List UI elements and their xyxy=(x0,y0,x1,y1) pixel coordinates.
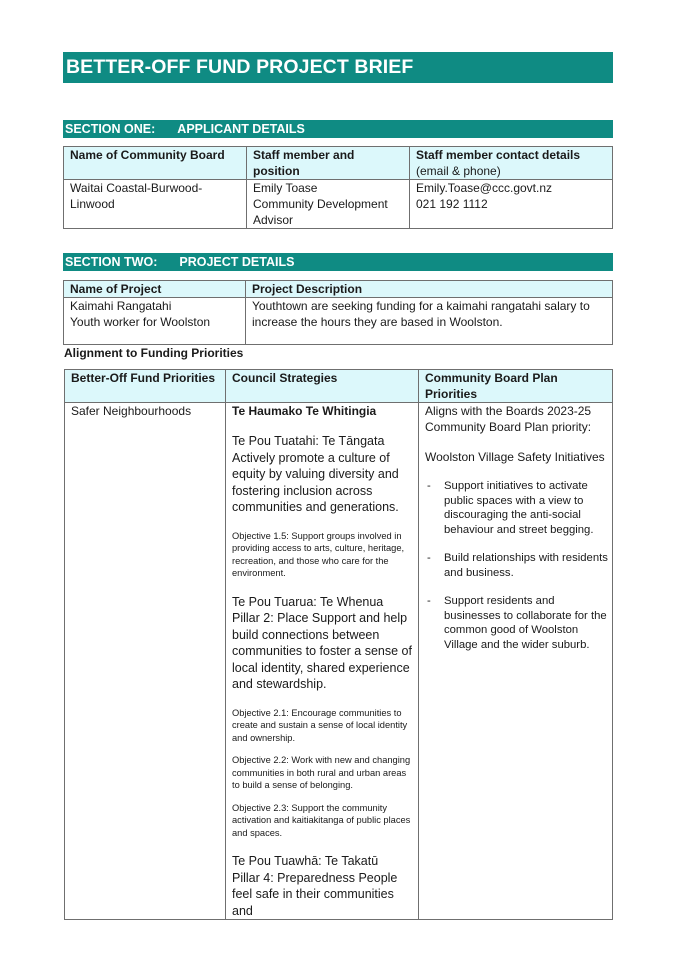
project-name-line1: Kaimahi Rangatahi xyxy=(70,299,172,313)
council-strategies-cell xyxy=(226,403,419,920)
header-project-name: Name of Project xyxy=(64,281,246,298)
objective-2-1: Objective 2.1: Encourage communities to create and sustain a sense of local identity and ownership. xyxy=(232,707,408,743)
pou4-title: Te Pou Tuawhā: Te Takatū xyxy=(232,854,379,868)
pou1-text: Actively promote a culture of equity by valuing diversity and fostering inclusion across communities and generations. xyxy=(232,450,399,514)
pou4-text: Pillar 4: Preparedness People feel safe in their communities and xyxy=(232,870,398,918)
header-community-board: Name of Community Board xyxy=(64,147,247,180)
project-name-line2: Youth worker for Woolston xyxy=(70,315,211,329)
contact-phone: 021 192 1112 xyxy=(416,197,488,211)
project-details-table xyxy=(63,280,613,345)
priority-value: Safer Neighbourhoods xyxy=(65,403,226,920)
section-one-header xyxy=(63,120,613,138)
plan-bullet: - Support initiatives to activate public spaces with a view to discouraging the anti-social behaviour and street begging. xyxy=(425,479,608,537)
section-two-title: PROJECT DETAILS xyxy=(179,255,295,269)
objective-2-3: Objective 2.3: Support the community activation and kaitiakitanga of public places and spaces. xyxy=(232,802,411,838)
section-two-label: SECTION TWO: xyxy=(65,255,158,269)
header-contact-details: Staff member contact details (email & phone) xyxy=(410,147,613,180)
header-contact-sub: (email & phone) xyxy=(416,164,501,178)
staff-name: Emily Toase xyxy=(253,181,318,195)
section-two-header xyxy=(63,253,613,271)
plan-bullet: - Support residents and businesses to collaborate for the common good of Woolston Village and the wider suburb. xyxy=(425,594,608,652)
header-staff-member: Staff member and position xyxy=(247,147,410,180)
plan-initiative: Woolston Village Safety Initiatives xyxy=(425,450,605,464)
header-better-off-priorities: Better-Off Fund Priorities xyxy=(65,370,226,403)
header-community-board-plan: Community Board Plan Priorities xyxy=(419,370,613,403)
header-council-strategies: Council Strategies xyxy=(226,370,419,403)
pou2-text: Te Pou Tuarua: Te Whenua Pillar 2: Place Support and help build connections between communities to foster a sense of local identity, shared experience and stewardship. xyxy=(232,594,412,691)
alignment-heading: Alignment to Funding Priorities xyxy=(64,346,244,360)
project-description-value: Youthtown are seeking funding for a kaimahi rangatahi salary to increase the hours they are based in Woolston. xyxy=(246,298,613,345)
project-name-value xyxy=(64,298,246,345)
plan-bullet: - Build relationships with residents and business. xyxy=(425,551,608,580)
staff-member-value xyxy=(247,180,410,229)
contact-value xyxy=(410,180,613,229)
objective-1-5: Objective 1.5: Support groups involved in providing access to arts, culture, heritage, recreation, and those who care for the environment. xyxy=(232,530,405,578)
community-board-value: Waitai Coastal-Burwood-Linwood xyxy=(64,180,247,229)
page-title: BETTER-OFF FUND PROJECT BRIEF xyxy=(63,52,613,83)
pou1-title: Te Pou Tuatahi: Te Tāngata xyxy=(232,434,385,448)
strategy-title: Te Haumako Te Whitingia xyxy=(232,404,377,418)
alignment-table xyxy=(64,369,613,920)
objective-2-2: Objective 2.2: Work with new and changing communities in both rural and urban areas to build a sense of belonging. xyxy=(232,755,411,790)
staff-position: Community Development Advisor xyxy=(253,197,388,227)
plan-bullet-list xyxy=(425,479,608,652)
applicant-details-table xyxy=(63,146,613,229)
community-board-plan-cell xyxy=(419,403,613,920)
section-one-title: APPLICANT DETAILS xyxy=(177,122,305,136)
header-project-description: Project Description xyxy=(246,281,613,298)
contact-email[interactable]: Emily.Toase@ccc.govt.nz xyxy=(416,181,553,195)
plan-intro: Aligns with the Boards 2023-25 Community Board Plan priority: xyxy=(425,404,592,434)
section-one-label: SECTION ONE: xyxy=(65,122,156,136)
